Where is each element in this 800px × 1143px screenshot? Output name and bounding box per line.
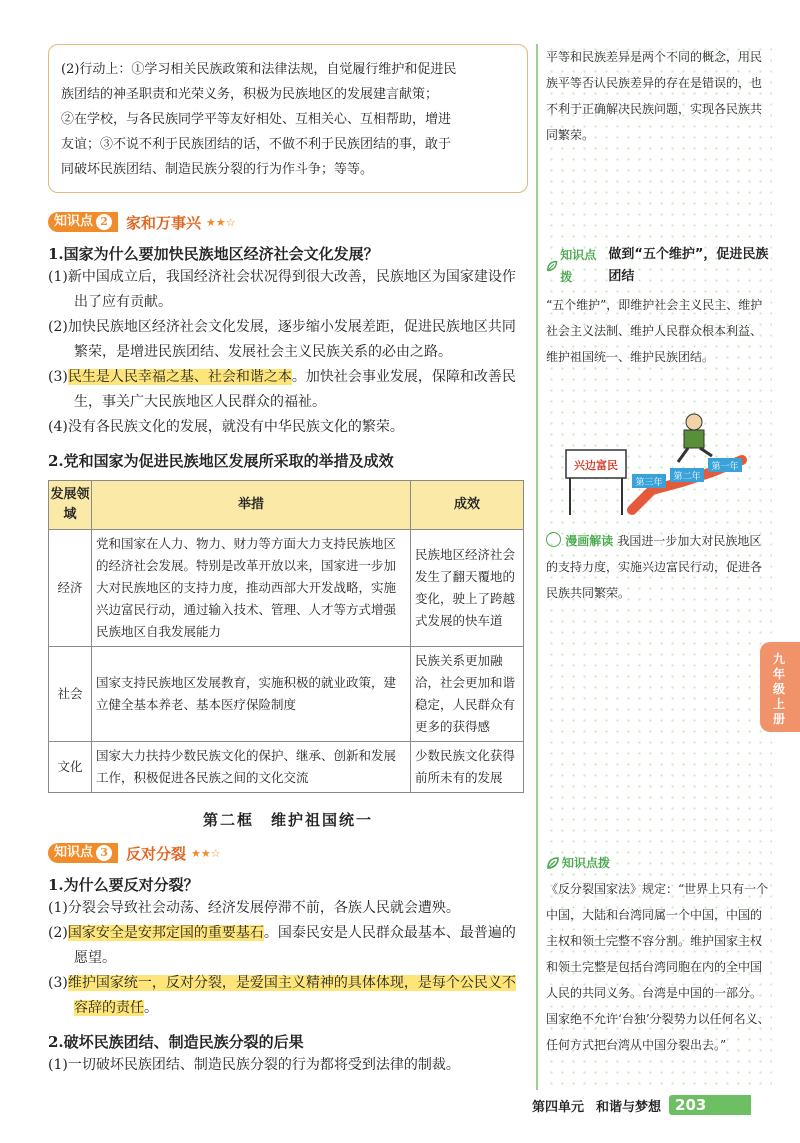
leaf-icon [546, 259, 558, 273]
list-item [48, 365, 528, 415]
table-header-effect: 成效 [411, 481, 524, 530]
comic-text: 我国进一步加大对民族地区的支持力度，实施兴边富民行动，促进各民族共同繁荣。 [546, 534, 763, 600]
measures-table [48, 480, 524, 793]
cartoon-step-label: 第三年 [635, 478, 663, 488]
table-header-measure: 举措 [92, 481, 411, 530]
answer-list [48, 1053, 528, 1078]
knowledge-point-number: 3 [96, 845, 112, 861]
star-rating: ★★☆ [191, 846, 221, 860]
highlighted-text: 维护国家统一，反对分裂，是爱国主义精神的具体体现，是每个公民义不容辞的责任 [67, 975, 516, 1016]
cartoon-banner-text: 兴边富民 [574, 459, 618, 472]
item-text: 。 [144, 1000, 158, 1016]
list-item [48, 1053, 528, 1078]
cartoon-runner-leg [700, 448, 712, 456]
list-item [48, 415, 528, 440]
item-text: (1)分裂会导致社会动荡、经济发展停滞不前，各族人民就会遭殃。 [48, 900, 460, 916]
list-item [48, 265, 528, 315]
tip-tag [546, 852, 610, 874]
item-text: (2)加快民族地区经济社会文化发展，逐步缩小发展差距，促进民族地区共同繁荣，是增进民族团结、发展社会主义民族关系的必由之路。 [48, 319, 516, 360]
cartoon-step-label: 第一年 [711, 462, 739, 472]
list-item [48, 315, 528, 365]
main-column [48, 44, 528, 1078]
comic-tag [546, 534, 617, 548]
tip-tag-label: 知识点拨 [562, 856, 611, 870]
question-heading: 2.党和国家为促进民族地区发展所采取的举措及成效 [48, 452, 394, 470]
knowledge-point-number: 2 [96, 214, 112, 230]
item-text: (4)没有各民族文化的发展，就没有中华民族文化的繁荣。 [48, 419, 404, 435]
table-cell-effect: 少数民族文化获得前所未有的发展 [411, 742, 524, 793]
table-row [49, 742, 524, 793]
action-box [48, 44, 528, 193]
comic-text-wrap [546, 528, 772, 606]
list-item [48, 921, 528, 971]
column-divider [536, 44, 538, 1090]
action-line: 同破坏民族团结、制造民族分裂的行为作斗争；等等。 [61, 162, 374, 177]
star-rating: ★★☆ [206, 215, 236, 229]
footer-unit: 第四单元 [532, 1099, 585, 1115]
table-cell-field: 经济 [49, 530, 92, 647]
page-number: 203 [669, 1095, 751, 1115]
table-header-row [49, 481, 524, 530]
knowledge-point-title: 家和万事兴 [126, 213, 202, 232]
item-text: (1)新中国成立后，我国经济社会状况得到很大改善，民族地区为国家建设作出了应有贡献。 [48, 269, 516, 310]
question-heading: 2.破坏民族团结、制造民族分裂的后果 [48, 1033, 304, 1051]
tip-text: 《反分裂国家法》规定：“世界上只有一个中国，大陆和台湾同属一个中国，中国的主权和领土完整不容分割。维护国家主权和领土完整是包括台湾同胞在内的全中国人民的共同义务。台湾是中国的一部分。国家绝不允许‘台独’分裂势力以任何名义、任何方式把台湾从中国分裂出去。” [546, 882, 770, 1052]
section-title: 第二框 维护祖国统一 [202, 811, 373, 829]
table-cell-measure: 国家支持民族地区发展教育，实施积极的就业政策，建立健全基本养老、基本医疗保险制度 [92, 647, 411, 742]
action-line: 友谊；③不说不利于民族团结的话，不做不利于民族团结的事，敢于 [61, 137, 452, 152]
knowledge-point-tag [48, 843, 118, 863]
cartoon-step-label: 第二年 [673, 472, 701, 482]
action-line: 族团结的神圣职责和光荣义务，积极为民族地区的发展建言献策； [61, 87, 439, 102]
item-text: (3) [48, 369, 68, 385]
cartoon-runner-body [684, 430, 704, 448]
tip-header [546, 852, 772, 874]
side-note-text: 平等和民族差异是两个不同的概念，用民族平等否认民族差异的存在是错误的，也不利于正确解决民族问题，实现各民族共同繁荣。 [546, 50, 763, 142]
tip-tag [546, 244, 602, 288]
item-text: (1)一切破坏民族团结、制造民族分裂的行为都将受到法律的制裁。 [48, 1057, 460, 1073]
table-cell-measure: 党和国家在人力、物力、财力等方面大力支持民族地区的经济社会发展。特别是改革开放以来，国家进一步加大对民族地区的支持力度，推动西部大开发战略，实施兴边富民行动，通过输入技术、管理、人才等方式增强民族地区自我发展能力 [92, 530, 411, 647]
knowledge-point-3-header [48, 842, 528, 864]
side-column [546, 44, 772, 1090]
tip-text: “五个维护”，即维护社会主义民主、维护社会主义法制、维护人民群众根本利益、维护祖国统一、维护民族团结。 [546, 298, 763, 364]
knowledge-point-label: 知识点 [54, 845, 94, 860]
knowledge-point-tag [48, 212, 118, 232]
item-text: (2) [48, 925, 68, 941]
table-cell-effect: 民族地区经济社会发生了翻天覆地的变化，驶上了跨越式发展的快车道 [411, 530, 524, 647]
grade-tab [760, 642, 800, 732]
knowledge-point-2-header [48, 211, 528, 233]
comic-tag-label: 漫画解读 [565, 534, 614, 548]
comic-block [546, 528, 772, 606]
action-line: ②在学校，与各民族同学平等友好相处、互相关心、互相帮助，增进 [61, 112, 452, 127]
question-heading: 1.国家为什么要加快民族地区经济社会文化发展？ [48, 245, 379, 263]
action-line: (2)行动上：①学习相关民族政策和法律法规，自觉履行维护和促进民 [61, 62, 457, 77]
knowledge-point-label: 知识点 [54, 214, 94, 229]
tip-block-2 [546, 852, 772, 1058]
list-item [48, 971, 528, 1021]
table-header-field: 发展领域 [49, 481, 92, 530]
knowledge-point-title: 反对分裂 [126, 844, 187, 863]
answer-list [48, 896, 528, 1021]
tip-block-1 [546, 244, 772, 370]
tip-tag-label: 知识点拨 [560, 248, 597, 284]
comic-icon [546, 532, 561, 547]
highlighted-text: 民生是人民幸福之基、社会和谐之本 [67, 369, 292, 385]
tip-title: 做到“五个维护”，促进民族团结 [608, 247, 769, 284]
question-heading: 1.为什么要反对分裂？ [48, 876, 199, 894]
table-cell-effect: 民族关系更加融洽，社会更加和谐稳定，人民群众有更多的获得感 [411, 647, 524, 742]
table-cell-field: 文化 [49, 742, 92, 793]
grade-tab-label: 九年级上册 [772, 652, 785, 726]
table-row [49, 530, 524, 647]
cartoon-illustration [562, 410, 762, 520]
cartoon-runner-leg [678, 448, 688, 462]
item-text: 。国泰民安是人民群众最基本、最普遍的愿望。 [74, 925, 516, 966]
table-cell-field: 社会 [49, 647, 92, 742]
page-footer [532, 1094, 751, 1116]
answer-list [48, 265, 528, 440]
tip-header [546, 244, 772, 288]
leaf-icon [546, 856, 560, 870]
highlighted-text: 国家安全是安邦定国的重要基石 [67, 925, 264, 941]
list-item [48, 896, 528, 921]
footer-topic: 和谐与梦想 [596, 1099, 662, 1115]
item-text: 。加快社会事业发展，保障和改善民生，事关广大民族地区人民群众的福祉。 [74, 369, 516, 410]
item-text: (3) [48, 975, 68, 991]
table-cell-measure: 国家大力扶持少数民族文化的保护、继承、创新和发展工作，积极促进各民族之间的文化交流 [92, 742, 411, 793]
cartoon-runner-head [686, 414, 702, 430]
table-row [49, 647, 524, 742]
